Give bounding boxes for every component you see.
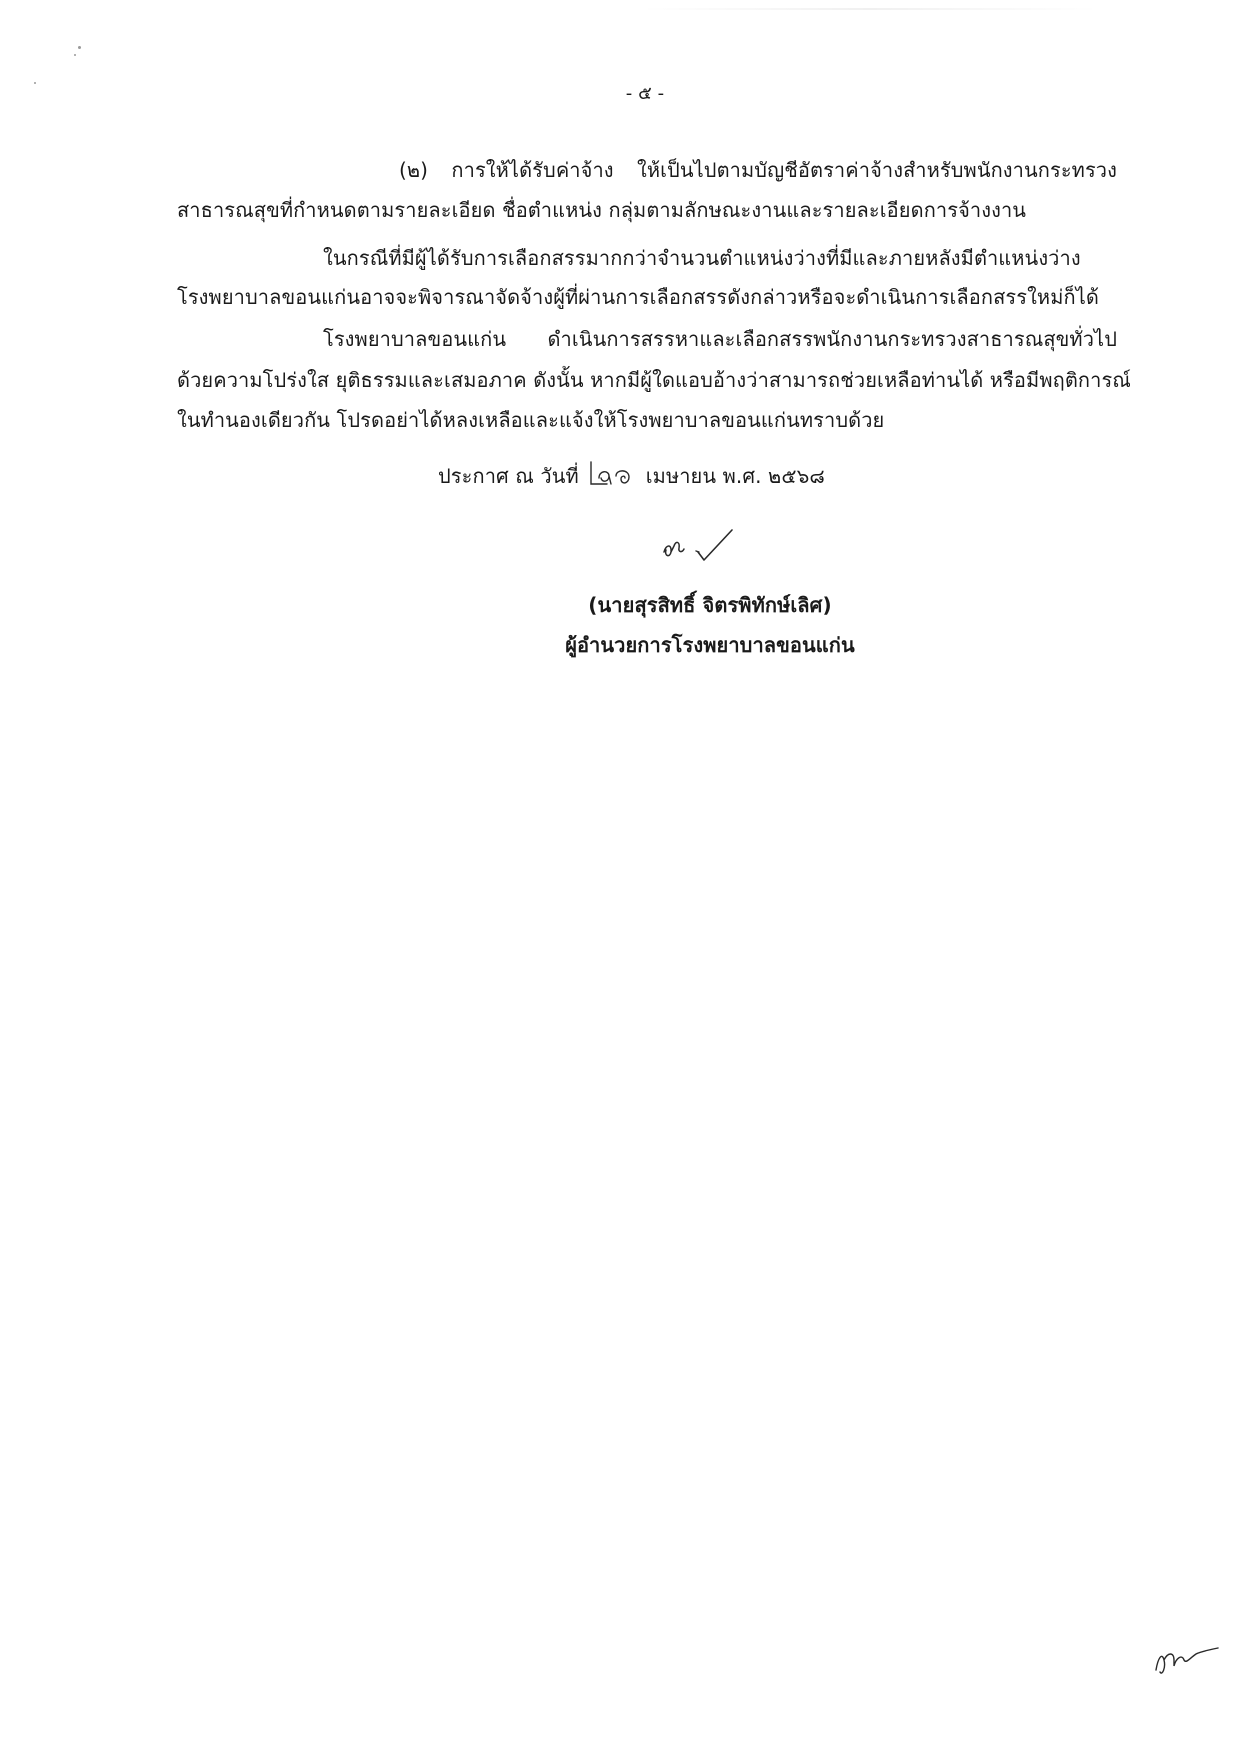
paragraph-3-line-1: โรงพยาบาลขอนแก่น ดำเนินการสรรหาและเลือกสรรพนักงานกระทรวงสาธารณสุขทั่วไป [323,327,1117,351]
scan-speck [78,46,81,49]
handwritten-day-icon [585,456,639,492]
announcement-prefix: ประกาศ ณ วันที่ [438,464,579,488]
page-number: - ๕ - [625,83,665,104]
scan-speck [74,54,76,56]
signature-icon [658,522,748,568]
signatory-name: (นายสุรสิทธิ์ จิตรพิทักษ์เลิศ) [588,593,832,617]
signatory-position: ผู้อำนวยการโรงพยาบาลขอนแก่น [565,633,855,657]
paragraph-3-line-3: ในทำนองเดียวกัน โปรดอย่าได้หลงเหลือและแจ้งให้โรงพยาบาลขอนแก่นทราบด้วย [177,408,885,432]
handwritten-day [585,462,639,490]
paragraph-1-line-1: (๒) การให้ได้รับค่าจ้าง ให้เป็นไปตามบัญชีอัตราค่าจ้างสำหรับพนักงานกระทรวง [399,158,1117,182]
paragraph-1-line-2: สาธารณสุขที่กำหนดตามรายละเอียด ชื่อตำแหน่ง กลุ่มตามลักษณะงานและรายละเอียดการจ้างงาน [177,198,1027,222]
handwritten-initials-icon [1152,1640,1222,1680]
paragraph-3-line-2: ด้วยความโปร่งใส ยุติธรรมและเสมอภาค ดังนั้น หากมีผู้ใดแอบอ้างว่าสามารถช่วยเหลือท่านได้ หรือมีพฤติการณ์ [177,368,1131,392]
announcement-month-year: เมษายน พ.ศ. ๒๕๖๘ [645,464,825,488]
announcement-date [438,462,825,490]
paragraph-2-line-2: โรงพยาบาลขอนแก่นอาจจะพิจารณาจัดจ้างผู้ที่ผ่านการเลือกสรรดังกล่าวหรือจะดำเนินการเลือกสรรใหม่ก็ได้ [177,285,1099,309]
paragraph-2-line-1: ในกรณีที่มีผู้ได้รับการเลือกสรรมากกว่าจำนวนตำแหน่งว่างที่มีและภายหลังมีตำแหน่งว่าง [323,246,1081,270]
scan-artifact [640,8,1100,10]
